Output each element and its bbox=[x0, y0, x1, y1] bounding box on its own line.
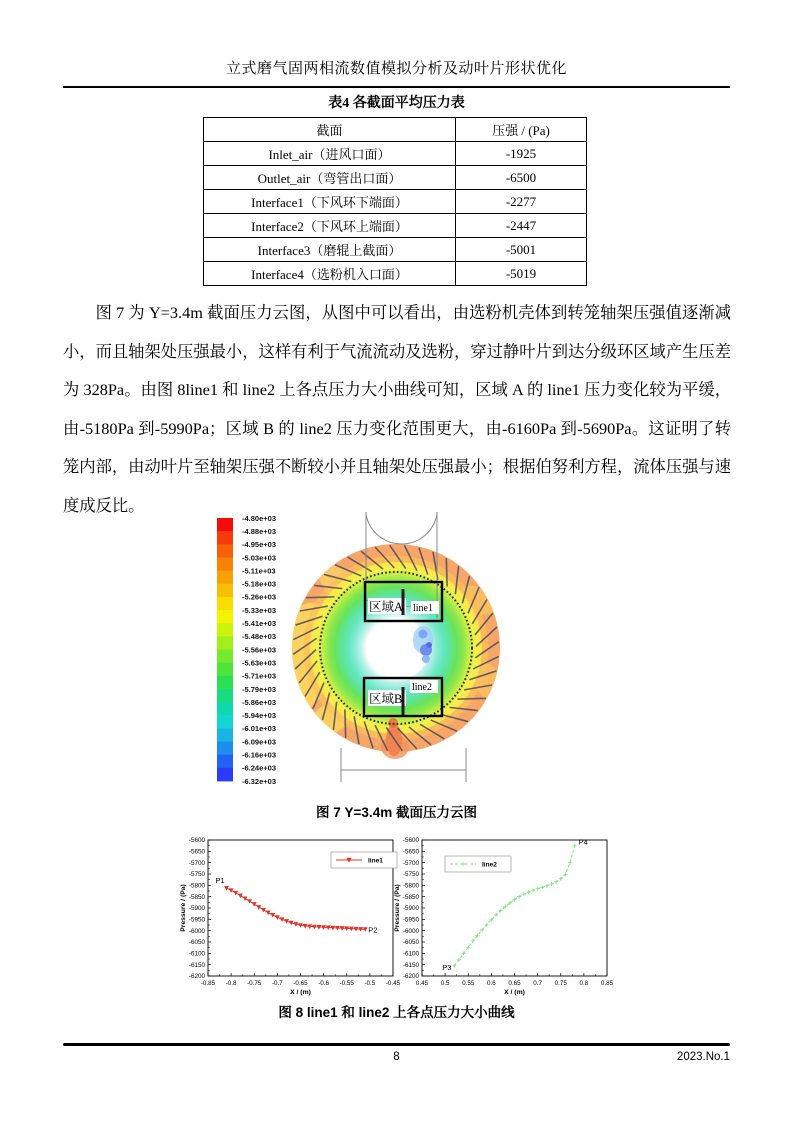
line1-label: line1 bbox=[413, 603, 433, 614]
table-row bbox=[204, 190, 587, 214]
axis-tick-label: -5750 bbox=[402, 871, 419, 879]
region-b-label: 区域B bbox=[369, 692, 403, 706]
colorbar-segment bbox=[217, 702, 233, 716]
line2-label: line2 bbox=[412, 682, 432, 693]
colorbar-segment bbox=[217, 571, 233, 585]
axis-tick-label: -5800 bbox=[188, 882, 205, 890]
axis-tick-label: -0.75 bbox=[247, 980, 262, 987]
colorbar-label: -5.63e+03 bbox=[242, 658, 276, 668]
column-header: 截面 bbox=[204, 118, 456, 142]
colorbar-segment bbox=[217, 650, 233, 664]
colorbar-segment bbox=[217, 636, 233, 650]
axis-tick-label: -0.5 bbox=[364, 980, 376, 987]
axis-tick-label: -5850 bbox=[188, 893, 205, 901]
colorbar-segment bbox=[217, 768, 233, 782]
colorbar-segment bbox=[217, 676, 233, 690]
axis-tick-label: 0.5 bbox=[440, 980, 450, 987]
table-cell: Interface2（下风环上端面） bbox=[204, 214, 456, 238]
axis-tick-label: -0.7 bbox=[271, 980, 283, 987]
axis-tick-label: 0.65 bbox=[508, 980, 521, 987]
legend-label: line1 bbox=[368, 857, 383, 865]
axis-tick-label: -6050 bbox=[402, 939, 419, 947]
region-a-label: 区域A bbox=[369, 600, 404, 614]
blade-line bbox=[345, 710, 346, 738]
chart-line1 bbox=[178, 834, 408, 1007]
axis-tick-label: -5950 bbox=[188, 916, 205, 924]
colorbar-label: -5.11e+03 bbox=[242, 566, 276, 576]
colorbar-segment bbox=[217, 663, 233, 677]
axis-title-y: Pressure / (Pa) bbox=[180, 884, 187, 932]
axis-tick-label: -6000 bbox=[188, 927, 205, 935]
colorbar-label: -4.88e+03 bbox=[242, 526, 276, 536]
colorbar-segment bbox=[217, 597, 233, 611]
axis-tick-label: -5700 bbox=[402, 859, 419, 867]
pressure-table bbox=[203, 117, 587, 286]
chart-line2 bbox=[392, 834, 622, 1007]
axis-tick-label: -6100 bbox=[188, 950, 205, 958]
colorbar-segment bbox=[217, 518, 233, 532]
colorbar-segment bbox=[217, 755, 233, 769]
axis-tick-label: -6150 bbox=[188, 961, 205, 969]
table-row bbox=[204, 238, 587, 262]
axis-tick-label: -6200 bbox=[188, 973, 205, 981]
blade-line bbox=[458, 698, 486, 699]
header-rule bbox=[63, 86, 730, 88]
axis-tick-label: -0.8 bbox=[225, 980, 237, 987]
body-paragraph: 图 7 为 Y=3.4m 截面压力云图，从图中可以看出，由选粉机壳体到转笼轴架压强值逐渐减小，而且轴架处压强最小，这样有利于气流流动及选粉，穿过静叶片到达分级环区域产生压差为 328Pa。由图 8line1 和 line2 上各点压力大小曲线可知，区域 A 的 line1 压力变化较为平缓，由-5180Pa 到-5990Pa；区域 B 的 line2 压力变化范围更大，由-6160Pa 到-5690Pa。这证明了转笼内部，由动叶片至轴架压强不断较小并且轴架处压强最小；根据伯努利方程，流体压强与速度成反比。 bbox=[63, 303, 731, 515]
table-cell: -2277 bbox=[456, 190, 587, 214]
colorbar-label: -5.86e+03 bbox=[242, 697, 276, 707]
axis-tick-label: 0.8 bbox=[579, 980, 589, 987]
paper-title: 立式磨气固两相流数值模拟分析及动叶片形状优化 bbox=[225, 61, 567, 77]
table-cell: -1925 bbox=[456, 142, 587, 166]
chart-line2-svg bbox=[392, 834, 622, 1002]
colorbar-segment bbox=[217, 715, 233, 729]
axis-tick-label: -0.55 bbox=[339, 980, 354, 987]
table-row bbox=[204, 142, 587, 166]
colorbar-label: -5.18e+03 bbox=[242, 579, 276, 589]
axis-tick-label: 0.85 bbox=[600, 980, 614, 987]
axis-title-x: X / (m) bbox=[290, 989, 311, 996]
axis-tick-label: 0.45 bbox=[415, 980, 429, 987]
axis-tick-label: 0.6 bbox=[486, 980, 496, 987]
colorbar-segment bbox=[217, 742, 233, 756]
colorbar-segment bbox=[217, 544, 233, 558]
axis-tick-label: 0.7 bbox=[533, 980, 543, 987]
axis-tick-label: -5750 bbox=[188, 871, 205, 879]
table-row bbox=[204, 262, 587, 286]
axis-tick-label: -6150 bbox=[402, 961, 419, 969]
axis-tick-label: -0.65 bbox=[293, 980, 308, 987]
axis-tick-label: -6000 bbox=[402, 927, 419, 935]
table-header-row bbox=[204, 118, 587, 142]
colorbar-label: -5.71e+03 bbox=[242, 671, 276, 681]
axis-tick-label: -6200 bbox=[402, 973, 419, 981]
axis-tick-label: -5700 bbox=[188, 859, 205, 867]
colorbar-segment bbox=[217, 557, 233, 571]
table-cell: -5001 bbox=[456, 238, 587, 262]
legend-box bbox=[445, 856, 511, 872]
colorbar-segment bbox=[217, 584, 233, 598]
axis-tick-label: -5650 bbox=[188, 848, 205, 856]
colorbar-label: -5.41e+03 bbox=[242, 619, 276, 628]
colorbar-label: -6.32e+03 bbox=[242, 776, 276, 786]
issue-label: 2023.No.1 bbox=[676, 1051, 730, 1063]
table-cell: Interface1（下风环下端面） bbox=[204, 190, 456, 214]
colorbar-segment bbox=[217, 689, 233, 703]
table-cell: -6500 bbox=[456, 166, 587, 190]
table-row bbox=[204, 214, 587, 238]
axis-tick-label: -6100 bbox=[402, 950, 419, 958]
figure7-caption: 图 7 Y=3.4m 截面压力云图 bbox=[316, 805, 477, 820]
table-cell: Interface4（选粉机入口面） bbox=[204, 262, 456, 286]
axis-tick-label: -5900 bbox=[188, 905, 205, 913]
figure7-contour bbox=[180, 512, 610, 800]
colorbar-segment bbox=[217, 531, 233, 545]
axis-tick-label: -0.85 bbox=[200, 980, 216, 987]
axis-tick-label: -5800 bbox=[402, 882, 419, 890]
colorbar-label: -6.01e+03 bbox=[242, 724, 276, 734]
table-cell: Inlet_air（进风口面） bbox=[204, 142, 456, 166]
axis-title-y: Pressure / (Pa) bbox=[394, 884, 401, 932]
endpoint-label: P2 bbox=[368, 925, 378, 935]
colorbar-label: -6.24e+03 bbox=[242, 763, 276, 773]
table-cell: -2447 bbox=[456, 214, 587, 238]
axis-tick-label: -5850 bbox=[402, 893, 419, 901]
blade-line bbox=[446, 558, 447, 586]
axis-tick-label: 0.55 bbox=[462, 980, 475, 987]
table-row bbox=[204, 166, 587, 190]
endpoint-label: P3 bbox=[442, 962, 452, 972]
table-cell: -5019 bbox=[456, 262, 587, 286]
colorbar-label: -4.95e+03 bbox=[242, 540, 276, 550]
contour-plot bbox=[266, 544, 507, 759]
colorbar-label: -5.48e+03 bbox=[242, 632, 276, 642]
colorbar-label: -5.79e+03 bbox=[242, 684, 276, 694]
axis-tick-label: -5950 bbox=[402, 916, 419, 924]
colorbar-label: -5.03e+03 bbox=[242, 553, 276, 563]
colorbar-segment bbox=[217, 728, 233, 742]
page-number: 8 bbox=[393, 1051, 400, 1063]
table-caption: 表4 各截面平均压力表 bbox=[328, 96, 465, 111]
colorbar-label: -5.26e+03 bbox=[242, 592, 276, 602]
colorbar-label: -5.94e+03 bbox=[242, 711, 276, 721]
axis-title-x: X / (m) bbox=[504, 989, 525, 996]
figure8-caption: 图 8 line1 和 line2 上各点压力大小曲线 bbox=[278, 1005, 515, 1020]
colorbar-segment bbox=[217, 610, 233, 624]
axis-tick-label: -0.6 bbox=[318, 980, 330, 987]
table-cell: Interface3（磨辊上截面） bbox=[204, 238, 456, 262]
colorbar-label: -6.16e+03 bbox=[242, 750, 276, 760]
endpoint-label: P4 bbox=[578, 837, 588, 847]
colorbar-label: -6.09e+03 bbox=[242, 737, 276, 747]
column-header: 压强 / (Pa) bbox=[456, 118, 587, 142]
axis-tick-label: 0.75 bbox=[554, 980, 567, 987]
axis-tick-label: -0.45 bbox=[385, 980, 401, 987]
blade-line bbox=[306, 597, 334, 598]
axis-tick-label: -5600 bbox=[188, 837, 205, 845]
colorbar-label: -5.33e+03 bbox=[242, 605, 276, 615]
axis-tick-label: -5900 bbox=[402, 905, 419, 913]
colorbar bbox=[217, 514, 276, 786]
footer-rule bbox=[63, 1043, 730, 1046]
colorbar-segment bbox=[217, 623, 233, 637]
figure7-contour-svg bbox=[180, 512, 610, 800]
axis-tick-label: -6050 bbox=[188, 939, 205, 947]
legend-label: line2 bbox=[482, 861, 497, 869]
colorbar-label: -5.56e+03 bbox=[242, 645, 276, 655]
colorbar-label: -4.80e+03 bbox=[242, 513, 276, 523]
endpoint-label: P1 bbox=[215, 876, 225, 886]
axis-tick-label: -5600 bbox=[402, 837, 419, 845]
chart-line1-svg bbox=[178, 834, 408, 1002]
axis-tick-label: -5650 bbox=[402, 848, 419, 856]
table-cell: Outlet_air（弯管出口面） bbox=[204, 166, 456, 190]
